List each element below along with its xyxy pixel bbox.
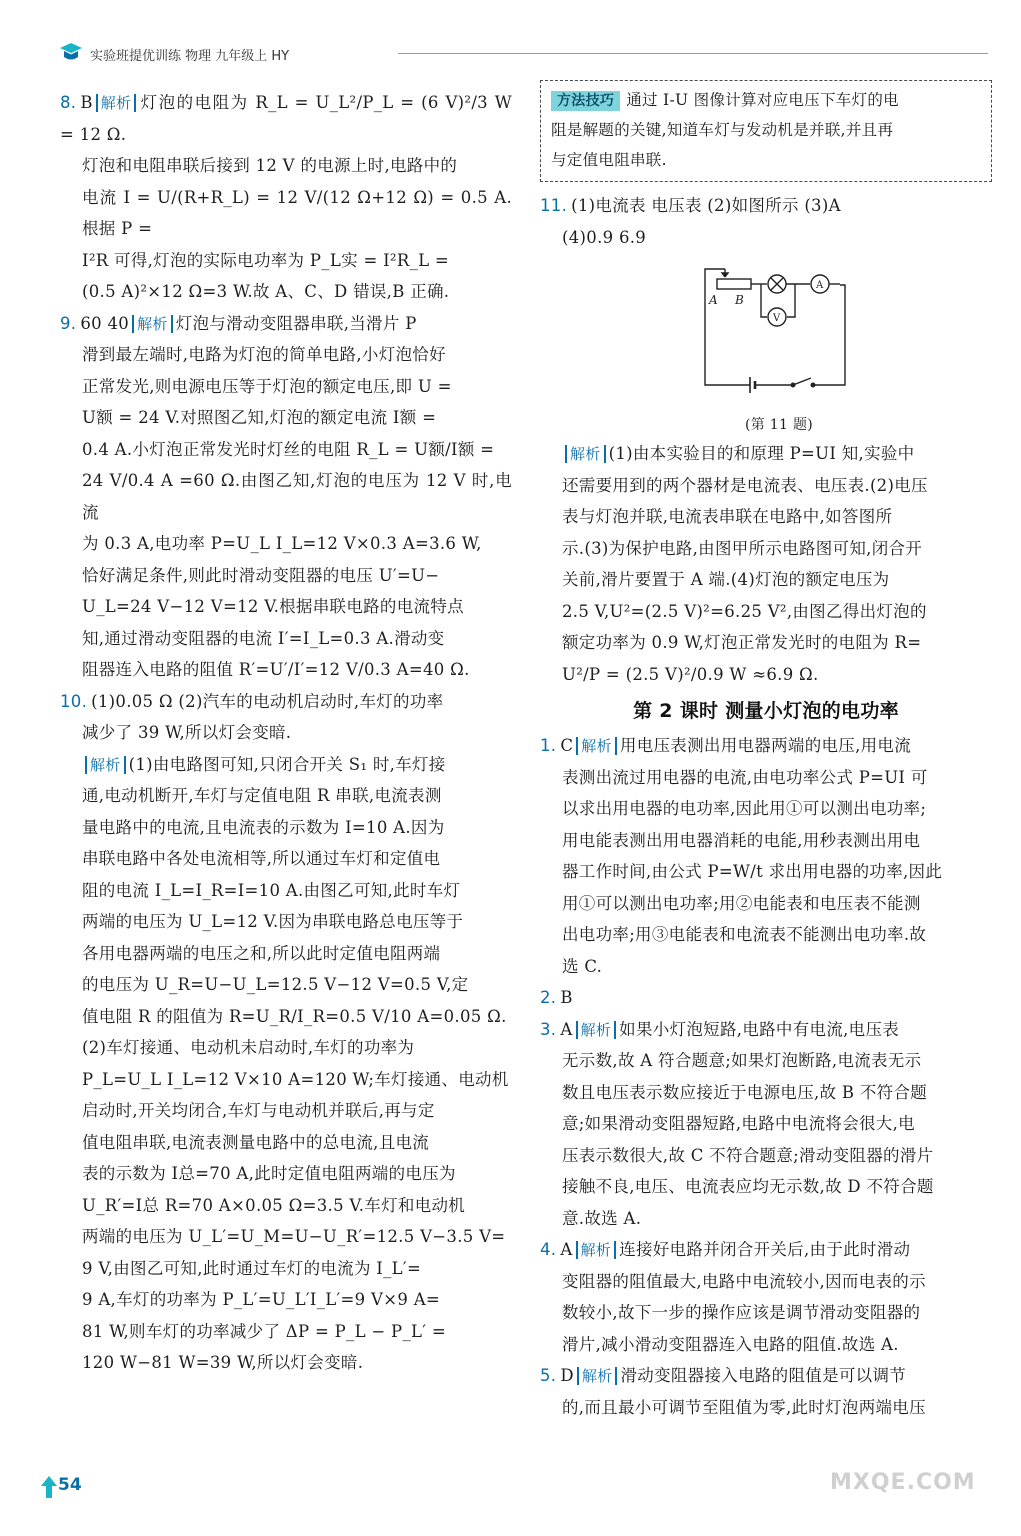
wire-left	[705, 269, 750, 385]
answer-q10	[60, 686, 512, 1379]
analysis-line: P_L=U_L I_L=12 V×10 A=120 W;车灯接通、电动机	[82, 1069, 509, 1089]
analysis-line: 滑到最左端时,电路为灯泡的简单电路,小灯泡恰好	[82, 345, 446, 364]
answer-line: (4)0.9 6.9	[562, 227, 647, 247]
answer-s1	[540, 730, 992, 982]
analysis-tag: 解析	[577, 1367, 618, 1385]
analysis-line: 器工作时间,由公式 P=W/t 求出用电器的功率,因此	[562, 862, 943, 881]
analysis-line: 2.5 V,U²=(2.5 V)²=6.25 V²,由图乙得出灯泡的	[562, 601, 927, 621]
analysis-line: 串联电路中各处电流相等,所以通过车灯和定值电	[82, 849, 441, 868]
method-tip-label: 方法技巧	[551, 91, 620, 111]
question-number: 4.	[540, 1240, 557, 1259]
analysis-line: 的电压为 U_R=U−U_L=12.5 V−12 V=0.5 V,定	[82, 975, 469, 994]
page-number-badge	[40, 1473, 94, 1501]
question-number: 8.	[60, 93, 77, 112]
analysis-line: 表的示数为 I总=70 A,此时定值电阻两端的电压为	[82, 1164, 456, 1183]
answer-letter: A	[560, 1019, 573, 1039]
analysis-line: 用①可以测出电功率;用②电能表和电压表不能测	[562, 893, 921, 913]
header-rule	[398, 53, 988, 54]
left-column	[60, 87, 512, 1379]
question-number: 1.	[540, 736, 557, 755]
question-number: 11.	[540, 196, 568, 215]
analysis-line: 正常发光,则电源电压等于灯泡的额定电压,即 U =	[82, 376, 452, 396]
right-column	[540, 80, 992, 1423]
analysis-tag: 解析	[96, 94, 137, 112]
analysis-line: 81 W,则车灯的功率减少了 ΔP = P_L − P_L′ =	[82, 1321, 446, 1341]
analysis-line: 压表示数很大,故 C 不符合题意;滑动变阻器的滑片	[562, 1145, 934, 1165]
question-number: 10.	[60, 691, 88, 711]
analysis-line: 9 A,车灯的功率为 P_L′=U_L′I_L′=9 V×9 A=	[82, 1290, 441, 1309]
analysis-line: 用电压表测出用电器两端的电压,用电流	[619, 736, 912, 755]
analysis-line: 0.4 A.小灯泡正常发光时灯丝的电阻 R_L = U额/I额 =	[82, 439, 495, 459]
analysis-line: 额定功率为 0.9 W,灯泡正常发光时的电阻为 R=	[562, 633, 922, 652]
analysis-line: 两端的电压为 U_L=12 V.因为串联电路总电压等于	[82, 912, 464, 931]
analysis-line: 恰好满足条件,则此时滑动变阻器的电压 U′=U−	[82, 565, 440, 585]
analysis-line: 启动时,开关均闭合,车灯与电动机并联后,再与定	[82, 1101, 435, 1120]
answer-q11	[540, 190, 992, 690]
analysis-line: 如果小灯泡短路,电路中有电流,电压表	[619, 1019, 900, 1039]
question-number: 3.	[540, 1019, 557, 1039]
analysis-line: 两端的电压为 U_L′=U_M=U−U_R′=12.5 V−3.5 V=	[82, 1227, 506, 1246]
rheostat	[717, 279, 751, 289]
analysis-line: U_R′=I总 R=70 A×0.05 Ω=3.5 V.车灯和电动机	[82, 1195, 466, 1215]
analysis-tag: 解析	[85, 756, 126, 774]
answer-s5	[540, 1360, 992, 1423]
analysis-line: 无示数,故 A 符合题意;如果灯泡断路,电流表无示	[562, 1051, 922, 1070]
up-arrow-icon	[40, 1475, 58, 1499]
analysis-line: 24 V/0.4 A =60 Ω.由图乙知,灯泡的电压为 12 V 时,电流	[82, 471, 512, 522]
analysis-line: 用电能表测出用电器消耗的电能,用秒表测出用电	[562, 830, 921, 850]
analysis-line: 电流 I = U/(R+R_L) = 12 V/(12 Ω+12 Ω) = 0.5 A.根据 P =	[82, 187, 512, 238]
analysis-line: 关前,滑片要置于 A 端.(4)灯泡的额定电压为	[562, 570, 890, 589]
answer-q9	[60, 308, 512, 686]
analysis-line: 出电功率;用③电能表和电流表不能测出电功率.故	[562, 925, 927, 944]
analysis-line: U_L=24 V−12 V=12 V.根据串联电路的电流特点	[82, 597, 464, 616]
analysis-line: 滑动变阻器接入电路的阻值是可以调节	[620, 1366, 907, 1385]
analysis-tag: 解析	[132, 315, 173, 333]
analysis-line: 表测出流过用电器的电流,由电功率公式 P=UI 可	[562, 767, 928, 787]
watermark: MXQE.COM	[830, 1470, 976, 1495]
analysis-line: 滑片,减小滑动变阻器连入电路的阻值.故选 A.	[562, 1334, 899, 1354]
analysis-line: 为 0.3 A,电功率 P=U_L I_L=12 V×0.3 A=3.6 W,	[82, 534, 482, 553]
analysis-line: 各用电器两端的电压之和,所以此时定值电阻两端	[82, 943, 441, 963]
answer-line: (1)电流表 电压表 (2)如图所示 (3)A	[571, 196, 841, 215]
ammeter-label: A	[816, 280, 824, 291]
section-title: 第 2 课时 测量小灯泡的电功率	[633, 700, 899, 722]
tip-line: 与定值电阻串联.	[551, 151, 667, 169]
tip-line: 通过 I-U 图像计算对应电压下车灯的电	[626, 91, 899, 109]
question-number: 9.	[60, 313, 77, 333]
analysis-line: 灯泡和电阻串联后接到 12 V 的电源上时,电路中的	[82, 156, 458, 175]
answer-s4	[540, 1234, 992, 1360]
answer-letter: B	[560, 988, 573, 1007]
answer-letter: B	[80, 93, 93, 112]
question-number: 2.	[540, 988, 557, 1007]
analysis-line: 连接好电路并闭合开关后,由于此时滑动	[619, 1240, 911, 1259]
analysis-line: 还需要用到的两个器材是电流表、电压表.(2)电压	[562, 475, 928, 495]
analysis-line: 值电阻串联,电流表测量电路中的总电流,且电流	[82, 1132, 430, 1152]
analysis-line: (2)车灯接通、电动机未启动时,车灯的功率为	[82, 1038, 415, 1057]
analysis-line: 数较小,故下一步的操作应该是调节滑动变阻器的	[562, 1303, 921, 1322]
tip-line: 阻是解题的关键,知道车灯与发动机是并联,并且再	[551, 121, 894, 139]
analysis-line: (1)由本实验目的和原理 P=UI 知,实验中	[608, 444, 915, 463]
page-header	[58, 42, 988, 64]
answer-q8	[60, 87, 512, 308]
analysis-line: 表与灯泡并联,电流表串联在电路中,如答图所	[562, 507, 893, 526]
analysis-tag: 解析	[576, 1241, 617, 1259]
answer-values: 60 40	[80, 313, 130, 333]
analysis-line: 的,而且最小可调节至阻值为零,此时灯泡两端电压	[562, 1397, 926, 1417]
analysis-line: 数且电压表示数应接近于电源电压,故 B 不符合题	[562, 1082, 928, 1102]
terminal-a-label: A	[709, 293, 718, 307]
analysis-line: (0.5 A)²×12 Ω=3 W.故 A、C、D 错误,B 正确.	[82, 282, 450, 301]
answer-line: 减少了 39 W,所以灯会变暗.	[82, 723, 292, 742]
analysis-line: 意.故选 A.	[562, 1208, 642, 1228]
circuit-svg	[695, 257, 855, 407]
answer-line: (1)0.05 Ω (2)汽车的电动机启动时,车灯的功率	[91, 691, 444, 711]
analysis-line: 值电阻 R 的阻值为 R=U_R/I_R=0.5 V/10 A=0.05 Ω.	[82, 1006, 507, 1026]
analysis-line: 量电路中的电流,且电流表的示数为 I=10 A.因为	[82, 817, 445, 837]
analysis-line: I²R 可得,灯泡的实际电功率为 P_L实 = I²R_L =	[82, 250, 450, 270]
figure-caption: (第 11 题)	[745, 417, 814, 433]
wire-right	[815, 285, 845, 385]
analysis-line: 9 V,由图乙可知,此时通过车灯的电流为 I_L′=	[82, 1258, 422, 1278]
analysis-line: 阻的电流 I_L=I_R=I=10 A.由图乙可知,此时车灯	[82, 880, 461, 900]
analysis-line: (1)由电路图可知,只闭合开关 S₁ 时,车灯接	[128, 754, 446, 774]
analysis-tag: 解析	[576, 1021, 617, 1039]
header-title: 实验班提优训练 物理 九年级上 HY	[90, 49, 290, 64]
analysis-tag: 解析	[565, 445, 606, 463]
analysis-line: 示.(3)为保护电路,由图甲所示电路图可知,闭合开	[562, 538, 923, 558]
analysis-line: U²/P = (2.5 V)²/0.9 W ≈6.9 Ω.	[562, 664, 819, 684]
method-tip-box	[540, 80, 992, 182]
voltmeter-label: V	[773, 313, 781, 324]
answer-letter: C	[560, 736, 574, 755]
question-number: 5.	[540, 1366, 557, 1385]
analysis-line: 通,电动机断开,车灯与定值电阻 R 串联,电流表测	[82, 786, 442, 805]
analysis-line: 120 W−81 W=39 W,所以灯会变暗.	[82, 1353, 364, 1372]
analysis-line: U额 = 24 V.对照图乙知,灯泡的额定电流 I额 =	[82, 408, 437, 427]
answer-s3	[540, 1014, 992, 1235]
book-logo-icon	[58, 42, 84, 64]
page-number: 54	[58, 1475, 82, 1495]
analysis-tag: 解析	[576, 737, 617, 755]
answer-letter: A	[560, 1240, 573, 1259]
analysis-line: 以求出用电器的电功率,因此用①可以测出电功率;	[562, 799, 927, 818]
analysis-line: 灯泡与滑动变阻器串联,当滑片 P	[175, 313, 417, 333]
analysis-line: 接触不良,电压、电流表应均无示数,故 D 不符合题	[562, 1177, 934, 1196]
analysis-line: 选 C.	[562, 956, 603, 976]
analysis-line: 灯泡的电阻为 R_L = U_L²/P_L = (6 V)²/3 W = 12 Ω.	[60, 93, 512, 144]
circuit-diagram	[540, 257, 992, 432]
terminal-b-label: B	[735, 293, 745, 307]
analysis-line: 阻器连入电路的阻值 R′=U′/I′=12 V/0.3 A=40 Ω.	[82, 660, 470, 679]
answer-s2	[540, 982, 992, 1014]
analysis-line: 意;如果滑动变阻器短路,电路中电流将会很大,电	[562, 1114, 915, 1133]
analysis-line: 知,通过滑动变阻器的电流 I′=I_L=0.3 A.滑动变	[82, 628, 445, 648]
answer-letter: D	[560, 1366, 574, 1385]
analysis-line: 变阻器的阻值最大,电路中电流较小,因而电表的示	[562, 1271, 926, 1291]
